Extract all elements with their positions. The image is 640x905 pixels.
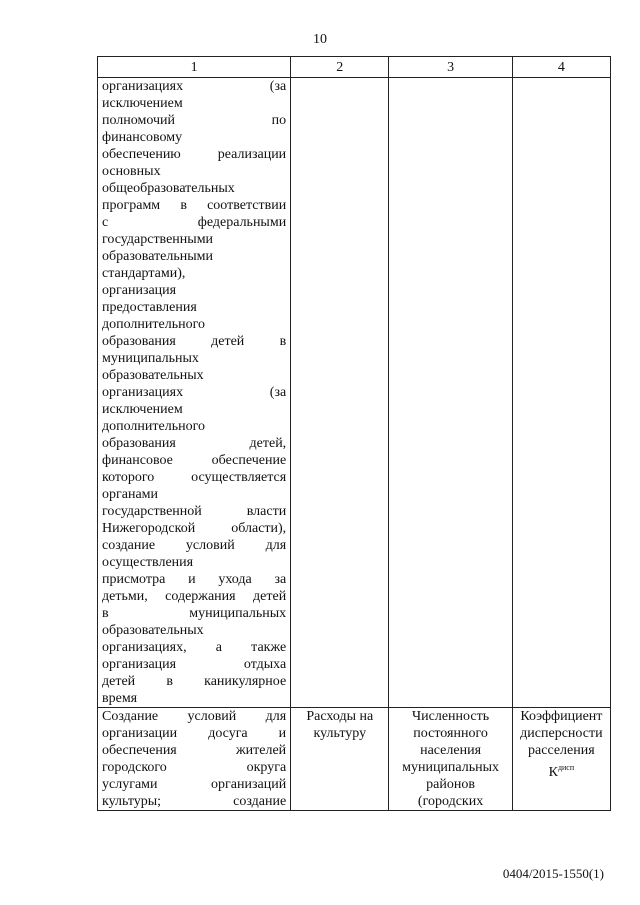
text-line: государственными	[102, 232, 214, 247]
empty-cell	[389, 78, 512, 708]
header-cell: 3	[389, 57, 512, 78]
text-line: постоянного	[413, 726, 488, 741]
text-line: детьми, содержания детей	[102, 589, 287, 604]
text-line: государственной власти	[102, 504, 287, 519]
text-line: дополнительного	[102, 419, 205, 434]
text-line: исключением	[102, 96, 183, 111]
expense-cell	[291, 708, 389, 811]
text-line: (городских	[417, 794, 484, 809]
text-line: населения	[420, 743, 482, 758]
document-code: 0404/2015-1550(1)	[502, 866, 604, 881]
document-table	[97, 56, 611, 811]
text-line: Нижегородской области),	[102, 521, 287, 536]
text-line: Создание условий для	[102, 709, 287, 724]
text-line: финансовое обеспечение	[102, 453, 287, 468]
text-line: основных	[102, 164, 161, 179]
header-cell: 2	[291, 57, 389, 78]
text-line: организация отдыха	[102, 657, 287, 672]
text-line: организациях (за	[102, 79, 287, 94]
text-line: организация	[102, 283, 177, 298]
coefficient-superscript: дисп	[557, 763, 575, 772]
text-line: финансовому	[102, 130, 183, 145]
text-line: организации досуга и	[102, 726, 287, 741]
text-line: организациях (за	[102, 385, 287, 400]
text-line: Расходы на	[306, 709, 374, 724]
text-line: осуществления	[102, 555, 194, 570]
description-cell	[98, 78, 291, 708]
header-cell: 4	[512, 57, 610, 78]
text-line: предоставления	[102, 300, 197, 315]
text-line: органами	[102, 487, 159, 502]
text-line: районов	[426, 777, 475, 792]
text-line: муниципальных	[102, 351, 199, 366]
text-line: стандартами),	[102, 266, 186, 281]
text-line: организациях, а также	[102, 640, 287, 655]
empty-cell	[291, 78, 389, 708]
empty-cell	[512, 78, 610, 708]
text-line: общеобразовательных	[102, 181, 235, 196]
text-line: обеспечения жителей	[102, 743, 287, 758]
text-line: Численность	[412, 709, 490, 724]
text-line: детей в каникулярное	[102, 674, 287, 689]
text-line: расселения	[528, 743, 595, 758]
table-row	[98, 78, 611, 708]
text-line: дисперсности	[520, 726, 603, 741]
text-line: время	[102, 691, 138, 706]
text-line: полномочий по	[102, 113, 287, 128]
text-line: образовательными	[102, 249, 214, 264]
text-line: образования детей в	[102, 334, 287, 349]
header-row	[98, 57, 611, 78]
coefficient-cell	[512, 708, 610, 811]
text-line: культуру	[313, 726, 367, 741]
page-number: 10	[313, 32, 327, 47]
coefficient-symbol: $К^{дисп}$	[548, 763, 575, 776]
text-line: Коэффициент	[520, 709, 603, 724]
indicator-cell	[389, 708, 512, 811]
text-line: образовательных	[102, 623, 204, 638]
text-line: образования детей,	[102, 436, 287, 451]
text-line: дополнительного	[102, 317, 205, 332]
text-line: в муниципальных	[102, 606, 287, 621]
text-line: с федеральными	[102, 215, 287, 230]
text-line: образовательных	[102, 368, 204, 383]
text-line: культуры; создание	[102, 794, 287, 809]
text-line: обеспечению реализации	[102, 147, 287, 162]
text-line: присмотра и ухода за	[102, 572, 287, 587]
text-line: муниципальных	[402, 760, 500, 775]
table-row	[98, 708, 611, 811]
text-line: услугами организаций	[102, 777, 287, 792]
description-cell	[98, 708, 291, 811]
text-line: программ в соответствии	[102, 198, 287, 213]
text-line: исключением	[102, 402, 183, 417]
text-line: создание условий для	[102, 538, 287, 553]
text-line: которого осуществляется	[102, 470, 287, 485]
header-cell: 1	[98, 57, 291, 78]
text-line: городского округа	[102, 760, 287, 775]
